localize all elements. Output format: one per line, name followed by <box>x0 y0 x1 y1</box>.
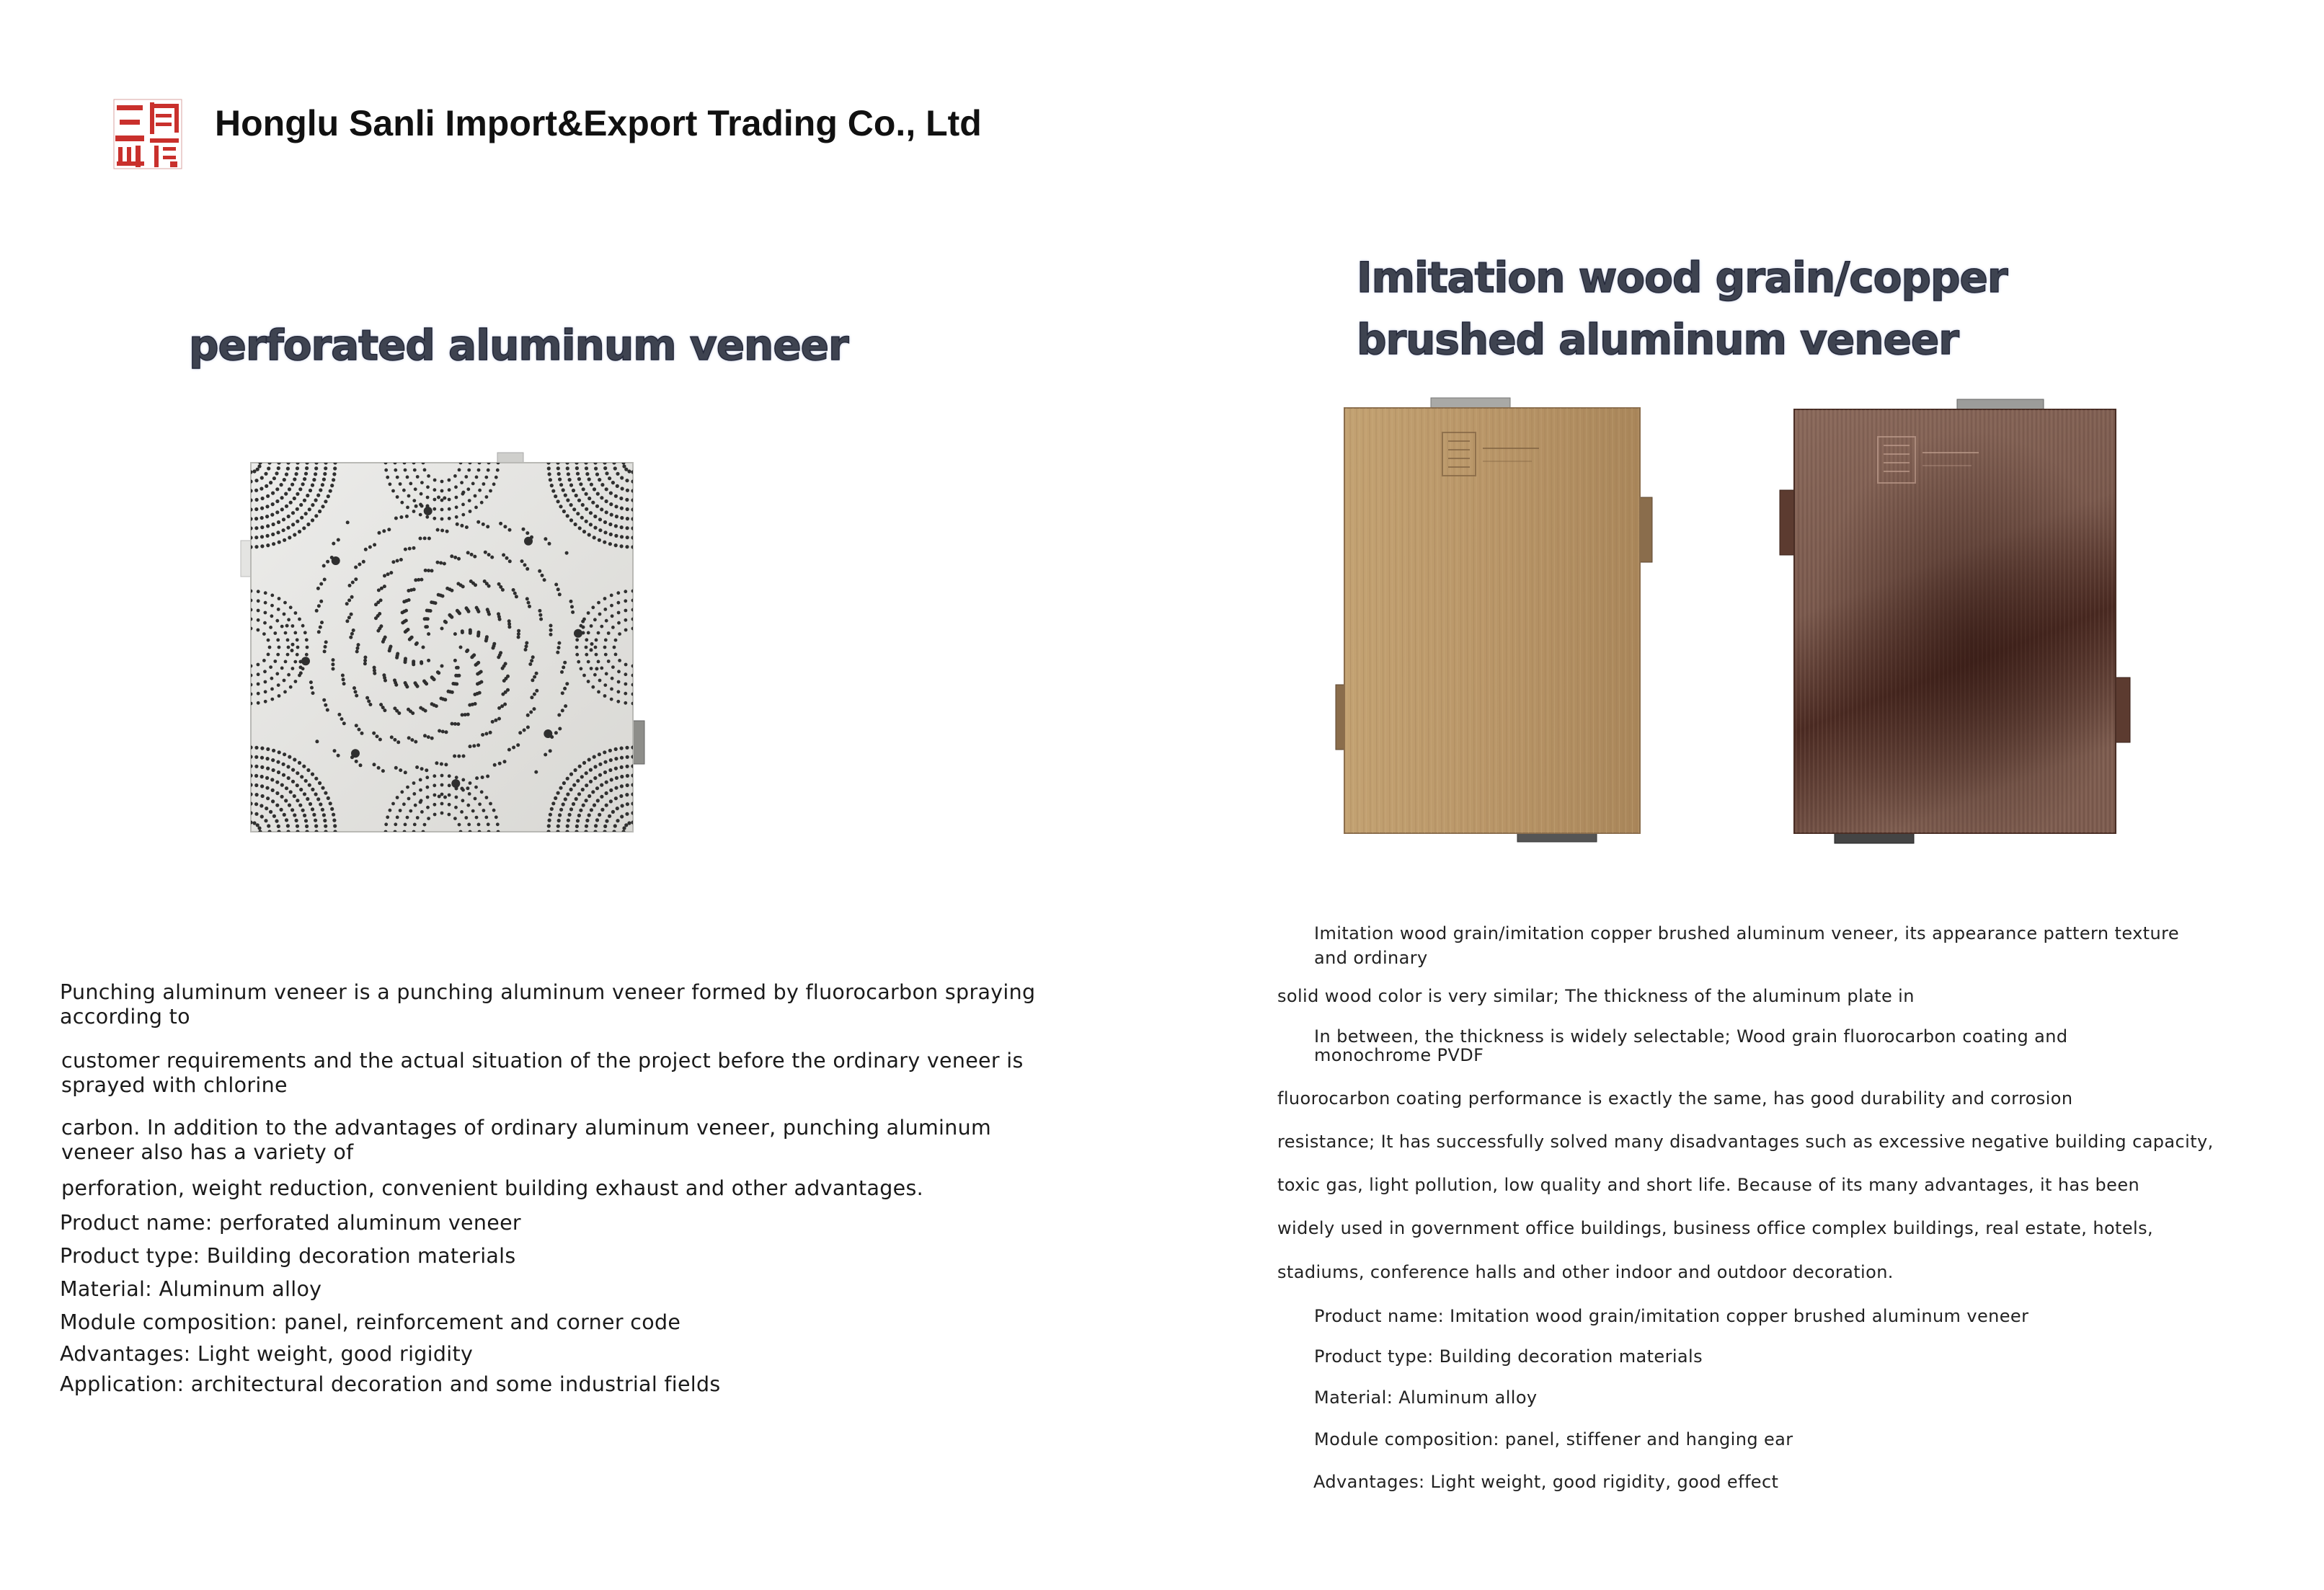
left-spec-material: Material: Aluminum alloy <box>60 1277 322 1301</box>
left-paragraph-line-2: customer requirements and the actual situation of the project before the ordinary veneer is sprayed with chlorine <box>61 1049 1024 1097</box>
left-paragraph-line-1: Punching aluminum veneer is a punching aluminum veneer formed by fluorocarbon spraying according to <box>60 980 1036 1029</box>
left-spec-module-composition: Module composition: panel, reinforcement and corner code <box>60 1310 681 1334</box>
left-paragraph-line-4: perforation, weight reduction, convenient building exhaust and other advantages. <box>61 1176 923 1200</box>
left-spec-advantages: Advantages: Light weight, good rigidity <box>60 1342 474 1366</box>
right-paragraph-line-4: fluorocarbon coating performance is exactly the same, has good durability and corrosion <box>1277 1088 2073 1109</box>
right-paragraph-line-7: widely used in government office buildings, business office complex buildings, real estate, hotels, <box>1277 1218 2154 1238</box>
right-paragraph-line-3: In between, the thickness is widely selectable; Wood grain fluorocarbon coating and monochrome PVDF <box>1314 1026 2068 1065</box>
right-paragraph-line-2: solid wood color is very similar; The thickness of the aluminum plate in <box>1277 986 1915 1006</box>
right-spec-material: Material: Aluminum alloy <box>1314 1387 1538 1408</box>
left-spec-application: Application: architectural decoration and some industrial fields <box>60 1372 721 1396</box>
right-spec-advantages: Advantages: Light weight, good rigidity, good effect <box>1313 1472 1779 1492</box>
right-spec-module-composition: Module composition: panel, stiffener and hanging ear <box>1314 1429 1793 1449</box>
right-paragraph-line-5: resistance; It has successfully solved many disadvantages such as excessive negative building capacity, <box>1277 1132 2214 1152</box>
perforated-aluminum-panel-image <box>238 447 656 836</box>
right-paragraph-line-6: toxic gas, light pollution, low quality and short life. Because of its many advantages, it has been <box>1277 1175 2140 1195</box>
product-title-perforated: perforated aluminum veneer <box>189 321 848 370</box>
product-title-wood-copper: Imitation wood grain/copper brushed aluminum veneer <box>1357 253 2008 364</box>
company-name: Honglu Sanli Import&Export Trading Co., Ltd <box>215 103 982 143</box>
right-spec-product-type: Product type: Building decoration materials <box>1314 1346 1703 1367</box>
left-spec-product-type: Product type: Building decoration materials <box>60 1244 516 1268</box>
left-paragraph-line-3: carbon. In addition to the advantages of ordinary aluminum veneer, punching aluminum veneer also has a variety of <box>61 1116 992 1164</box>
right-spec-product-name: Product name: Imitation wood grain/imitation copper brushed aluminum veneer <box>1314 1306 2029 1326</box>
company-logo-icon <box>112 98 183 170</box>
left-spec-product-name: Product name: perforated aluminum veneer <box>60 1211 521 1235</box>
right-paragraph-line-1: Imitation wood grain/imitation copper brushed aluminum veneer, its appearance pattern texture and ordinary <box>1314 923 2180 968</box>
right-paragraph-line-8: stadiums, conference halls and other indoor and outdoor decoration. <box>1277 1262 1894 1282</box>
copper-brushed-aluminum-panel-image <box>1770 396 2137 850</box>
wood-grain-aluminum-panel-image <box>1323 396 1683 850</box>
